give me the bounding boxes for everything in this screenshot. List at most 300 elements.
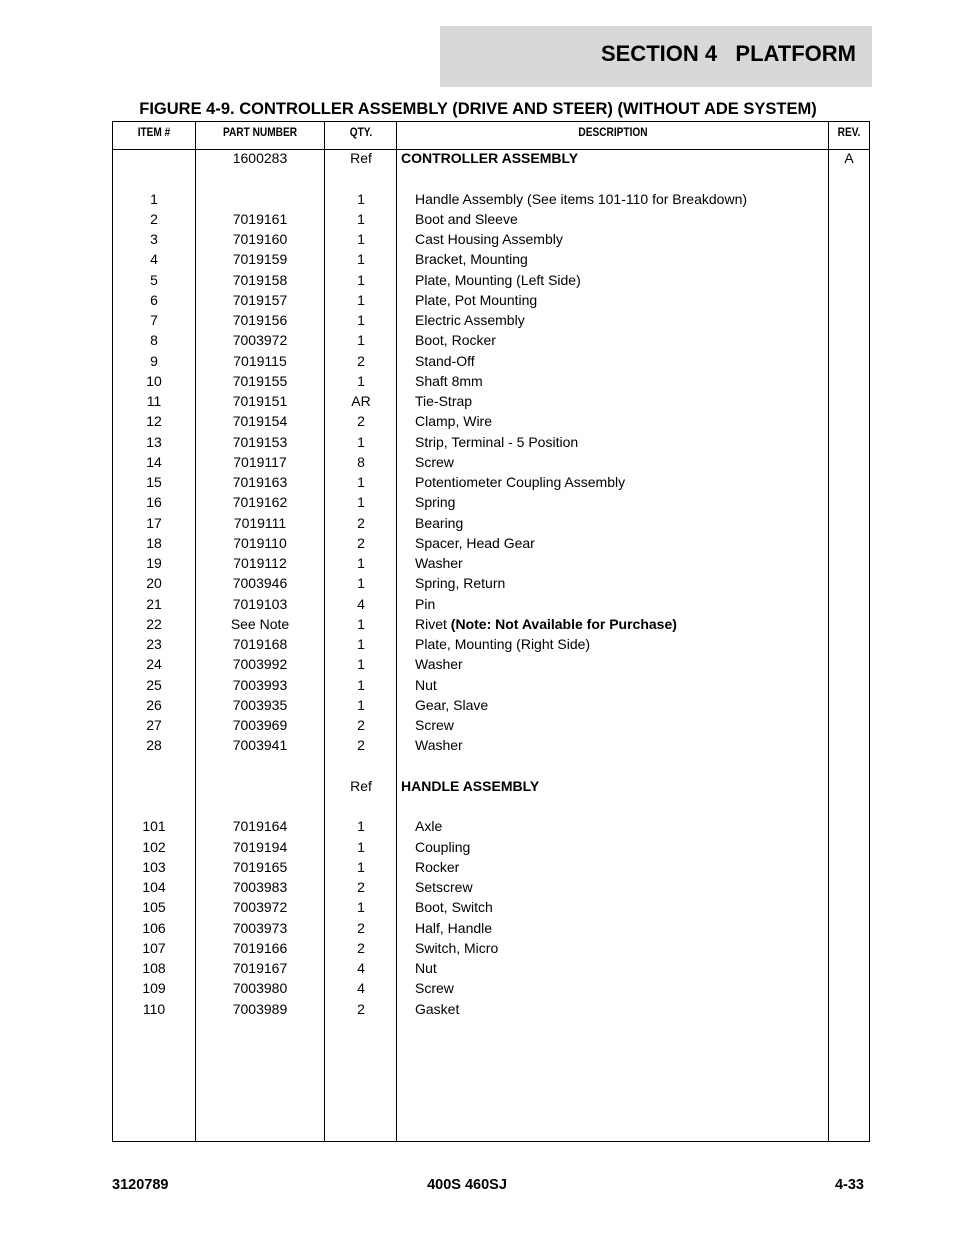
description: [415, 432, 578, 452]
table-row: [113, 573, 869, 593]
quantity-text: 4: [357, 595, 365, 612]
table-row: [113, 229, 869, 249]
table-row: [113, 209, 869, 229]
item-number-text: 8: [150, 332, 158, 349]
table-row: [113, 857, 869, 877]
item-number: [113, 877, 195, 897]
item-number-text: 16: [146, 494, 162, 511]
item-number-text: 5: [150, 271, 158, 288]
footer-doc-number: 3120789: [112, 1177, 169, 1193]
item-number-text: 11: [146, 393, 162, 409]
part-number-text: 7019112: [233, 555, 287, 571]
part-number: [195, 614, 325, 634]
description-text: Spacer, Head Gear: [415, 534, 535, 551]
part-number: [195, 594, 325, 614]
description-text: Boot and Sleeve: [415, 210, 518, 227]
description-text: Washer: [415, 656, 463, 673]
description-text: Handle Assembly (See items 101-110 for Breakdown): [415, 190, 748, 207]
item-number-text: 25: [146, 676, 162, 693]
quantity-text: 1: [357, 656, 365, 673]
quantity: [325, 594, 397, 614]
item-number: [113, 472, 195, 492]
item-number-text: 110: [142, 1000, 166, 1017]
description-text: Nut: [415, 676, 437, 693]
item-number: [113, 209, 195, 229]
item-number-text: 9: [150, 352, 158, 369]
description: [415, 513, 463, 533]
description: [415, 371, 483, 391]
table-section-heading-row: [113, 148, 869, 168]
item-number: [113, 533, 195, 553]
table-row: [113, 675, 869, 695]
description: [415, 654, 463, 674]
description-text: Plate, Mounting (Right Side): [415, 636, 591, 652]
part-number: [195, 978, 325, 998]
description: [415, 614, 677, 634]
quantity: [325, 695, 397, 715]
column-header-part-number: PART NUMBER: [222, 127, 298, 139]
revision: [829, 148, 869, 168]
table-row: [113, 553, 869, 573]
quantity: [325, 452, 397, 472]
item-number: [113, 189, 195, 209]
part-number: [195, 897, 325, 917]
quantity-text: 1: [357, 271, 365, 288]
table-row: [113, 877, 869, 897]
table-row: [113, 432, 869, 452]
description: [415, 918, 492, 938]
quantity: [325, 614, 397, 634]
description-text: Rivet: [415, 615, 447, 632]
part-number-text: 7019162: [232, 494, 288, 511]
part-number: [195, 735, 325, 755]
description-text: Axle: [415, 818, 443, 835]
table-row: [113, 634, 869, 654]
part-number-text: 7003973: [232, 919, 288, 936]
item-number-text: 109: [142, 980, 166, 997]
quantity-text: 1: [357, 696, 365, 713]
description-text: Bearing: [415, 514, 464, 531]
quantity-text: 1: [357, 291, 365, 308]
description-text: Stand-Off: [415, 352, 475, 369]
part-number-text: 7019155: [232, 372, 288, 389]
description: [415, 310, 525, 330]
quantity-text: 1: [357, 251, 365, 268]
part-number-text: 7003972: [232, 332, 288, 349]
item-number: [113, 492, 195, 512]
part-number: [195, 391, 325, 411]
quantity-text: Ref: [350, 150, 372, 166]
item-number-text: 21: [146, 595, 162, 612]
quantity: [325, 330, 397, 350]
description-text: Bracket, Mounting: [415, 251, 528, 268]
part-number: [195, 675, 325, 695]
part-number: [195, 654, 325, 674]
item-number: [113, 330, 195, 350]
quantity: [325, 533, 397, 553]
item-number-text: 106: [142, 919, 166, 936]
table-row: [113, 452, 869, 472]
description: [415, 877, 473, 897]
quantity: [325, 411, 397, 431]
description-text: Potentiometer Coupling Assembly: [415, 474, 626, 490]
part-number-text: 7003993: [232, 676, 288, 693]
description-text: Setscrew: [415, 879, 473, 895]
item-number: [113, 553, 195, 573]
item-number: [113, 816, 195, 836]
table-row: [113, 735, 869, 755]
part-number: [195, 492, 325, 512]
quantity-text: 8: [357, 453, 365, 470]
part-number: [195, 958, 325, 978]
table-row: [113, 513, 869, 533]
item-number: [113, 695, 195, 715]
description-text: Gasket: [415, 1000, 460, 1017]
item-number: [113, 897, 195, 917]
quantity: [325, 148, 397, 168]
table-row: [113, 999, 869, 1019]
quantity: [325, 513, 397, 533]
table-row: [113, 918, 869, 938]
quantity: [325, 209, 397, 229]
table-row: [113, 816, 869, 836]
quantity: [325, 310, 397, 330]
table-row: [113, 189, 869, 209]
description-text: Screw: [415, 453, 454, 470]
item-number: [113, 715, 195, 735]
quantity: [325, 634, 397, 654]
part-number-text: 7003935: [232, 696, 288, 713]
quantity: [325, 877, 397, 897]
quantity-text: 1: [357, 899, 365, 916]
column-header-rev: REV.: [837, 127, 861, 139]
part-number-text: 7003980: [232, 980, 288, 997]
item-number: [113, 654, 195, 674]
item-number-text: 27: [146, 717, 162, 733]
item-number: [113, 938, 195, 958]
quantity: [325, 675, 397, 695]
item-number: [113, 432, 195, 452]
description: [415, 270, 581, 290]
quantity: [325, 776, 397, 796]
quantity: [325, 229, 397, 249]
quantity: [325, 958, 397, 978]
part-number: [195, 513, 325, 533]
table-row: [113, 330, 869, 350]
quantity-text: 2: [357, 879, 365, 895]
item-number-text: 20: [146, 575, 162, 592]
item-number: [113, 452, 195, 472]
item-number: [113, 918, 195, 938]
quantity: [325, 816, 397, 836]
description-text: Nut: [415, 960, 437, 976]
description: [415, 634, 590, 654]
description-text: Plate, Mounting (Left Side): [415, 271, 581, 288]
quantity-text: 2: [357, 717, 365, 733]
quantity-text: 1: [357, 636, 365, 652]
quantity-text: 1: [357, 190, 365, 207]
quantity-text: 2: [357, 737, 365, 754]
quantity: [325, 189, 397, 209]
quantity-text: 2: [357, 1000, 365, 1017]
description: [415, 391, 472, 411]
description: [415, 573, 505, 593]
table-row: [113, 310, 869, 330]
part-number: [195, 249, 325, 269]
item-number-text: 3: [150, 231, 158, 247]
item-number: [113, 837, 195, 857]
description-note: (Note: Not Available for Purchase): [450, 615, 677, 632]
part-number-text: 7019158: [232, 271, 288, 288]
section-header-box: [440, 26, 872, 87]
quantity-text: 4: [357, 960, 365, 976]
table-row: [113, 938, 869, 958]
table-row: [113, 391, 869, 411]
description-text: Clamp, Wire: [415, 413, 493, 430]
part-number: [195, 695, 325, 715]
description: [415, 715, 454, 735]
part-number: [195, 472, 325, 492]
item-number-text: 23: [146, 636, 162, 652]
quantity-text: 2: [357, 514, 365, 531]
part-number: [195, 209, 325, 229]
part-number-text: 7019166: [232, 939, 288, 956]
table-row: [113, 472, 869, 492]
section-title: SECTION 4 PLATFORM: [600, 41, 856, 66]
quantity-text: 1: [357, 210, 365, 227]
item-number-text: 17: [146, 514, 162, 531]
part-number: [195, 371, 325, 391]
description-text: Washer: [415, 555, 463, 571]
description-text: Screw: [415, 980, 454, 997]
quantity: [325, 837, 397, 857]
item-number-text: 103: [142, 858, 166, 875]
description: [415, 553, 463, 573]
item-number-text: 22: [146, 615, 162, 632]
part-number: [195, 290, 325, 310]
part-number-text: 7003972: [232, 899, 288, 916]
item-number-text: 26: [146, 696, 162, 713]
quantity-text: 1: [357, 555, 365, 571]
description: [415, 695, 488, 715]
part-number: [195, 837, 325, 857]
description: [415, 229, 563, 249]
description: [415, 330, 496, 350]
quantity-text: 2: [357, 352, 365, 369]
item-number-text: 19: [146, 555, 162, 571]
table-section-heading-row: [113, 776, 869, 796]
quantity-text: 1: [357, 575, 365, 592]
part-number-text: See Note: [230, 615, 290, 632]
description: [415, 189, 747, 209]
item-number-text: 14: [146, 453, 162, 470]
description: [415, 209, 518, 229]
description-text: HANDLE ASSEMBLY: [401, 777, 540, 794]
part-number: [195, 715, 325, 735]
part-number-text: 7003992: [232, 656, 288, 673]
description-text: Tie-Strap: [415, 393, 473, 409]
description-text: Half, Handle: [415, 919, 493, 936]
description-text: Switch, Micro: [415, 939, 499, 956]
item-number: [113, 999, 195, 1019]
part-number-text: 7019159: [232, 251, 288, 268]
item-number: [113, 310, 195, 330]
item-number-text: 7: [150, 312, 158, 328]
part-number-text: 7003969: [232, 717, 288, 733]
item-number-text: 101: [142, 818, 166, 835]
item-number: [113, 958, 195, 978]
part-number-text: 7019117: [233, 453, 287, 470]
part-number-text: 7019151: [232, 393, 288, 409]
quantity: [325, 553, 397, 573]
description: [415, 938, 498, 958]
table-row: [113, 614, 869, 634]
description: [415, 472, 625, 492]
part-number: [195, 573, 325, 593]
quantity: [325, 999, 397, 1019]
table-row: [113, 654, 869, 674]
column-header-qty: QTY.: [349, 127, 373, 139]
table-row: [113, 351, 869, 371]
part-number: [195, 553, 325, 573]
part-number-text: 7003989: [232, 1000, 288, 1017]
description: [415, 816, 442, 836]
item-number: [113, 634, 195, 654]
quantity: [325, 270, 397, 290]
quantity: [325, 573, 397, 593]
item-number-text: 2: [150, 210, 158, 227]
quantity: [325, 978, 397, 998]
quantity-text: 1: [357, 312, 365, 328]
part-number-text: 7019161: [232, 210, 288, 227]
item-number: [113, 573, 195, 593]
quantity-text: 2: [357, 919, 365, 936]
quantity-text: 1: [357, 615, 365, 632]
description-text: Cast Housing Assembly: [415, 231, 563, 247]
part-number: [195, 432, 325, 452]
item-number-text: 4: [150, 251, 158, 268]
quantity-text: 1: [357, 332, 365, 349]
item-number-text: 107: [142, 939, 166, 956]
description: [401, 776, 539, 796]
quantity: [325, 249, 397, 269]
description-text: Plate, Pot Mounting: [415, 291, 538, 308]
description-text: Strip, Terminal - 5 Position: [415, 433, 579, 450]
part-number-text: 7019163: [232, 474, 288, 490]
item-number: [113, 675, 195, 695]
description: [415, 290, 537, 310]
quantity-text: AR: [351, 393, 371, 409]
table-row: [113, 249, 869, 269]
item-number-text: 108: [142, 960, 166, 976]
figure-title: FIGURE 4-9. CONTROLLER ASSEMBLY (DRIVE AND STEER) (WITHOUT ADE SYSTEM): [139, 100, 817, 118]
item-number: [113, 351, 195, 371]
description: [415, 978, 454, 998]
item-number-text: 12: [146, 413, 162, 430]
part-number: [195, 877, 325, 897]
part-number-text: 7019165: [232, 858, 288, 875]
table-row: [113, 492, 869, 512]
parts-table: [112, 121, 870, 1142]
description: [415, 897, 493, 917]
quantity: [325, 472, 397, 492]
description: [415, 351, 475, 371]
description: [415, 999, 459, 1019]
item-number: [113, 290, 195, 310]
column-header-description: DESCRIPTION: [578, 127, 648, 139]
part-number-text: 7003983: [232, 879, 288, 895]
table-row: [113, 837, 869, 857]
quantity: [325, 391, 397, 411]
part-number: [195, 229, 325, 249]
quantity-text: 1: [357, 838, 365, 855]
part-number-text: 7019156: [232, 312, 288, 328]
part-number: [195, 857, 325, 877]
item-number-text: 15: [146, 474, 162, 490]
description: [415, 837, 470, 857]
description-text: Electric Assembly: [415, 312, 525, 328]
item-number-text: 105: [142, 899, 166, 916]
item-number-text: 102: [142, 838, 166, 855]
description: [415, 735, 463, 755]
item-number: [113, 857, 195, 877]
part-number-text: 7003946: [232, 575, 288, 592]
item-number-text: 24: [146, 656, 162, 673]
part-number: [195, 310, 325, 330]
quantity-text: 1: [357, 676, 365, 693]
description: [401, 148, 578, 168]
quantity-text: 2: [357, 939, 365, 956]
description-text: Screw: [415, 717, 454, 733]
description-text: CONTROLLER ASSEMBLY: [401, 150, 579, 166]
description: [415, 452, 454, 472]
quantity: [325, 290, 397, 310]
item-number-text: 13: [146, 433, 162, 450]
item-number: [113, 391, 195, 411]
description: [415, 533, 535, 553]
description: [415, 958, 437, 978]
quantity-text: 2: [357, 534, 365, 551]
description-text: Rocker: [415, 858, 460, 875]
part-number-text: 7019115: [233, 352, 287, 369]
quantity: [325, 735, 397, 755]
description: [415, 675, 437, 695]
item-number-text: 6: [150, 291, 158, 308]
item-number-text: 18: [146, 534, 162, 551]
table-row: [113, 533, 869, 553]
part-number-text: 7019153: [232, 433, 288, 450]
quantity-text: 1: [357, 231, 365, 247]
quantity-text: 1: [357, 372, 365, 389]
column-header-item: ITEM #: [137, 127, 171, 139]
quantity: [325, 371, 397, 391]
item-number: [113, 978, 195, 998]
quantity-text: 2: [357, 413, 365, 430]
item-number: [113, 411, 195, 431]
part-number-text: 7019157: [232, 291, 288, 308]
item-number-text: 28: [146, 737, 162, 754]
description-text: Gear, Slave: [415, 696, 489, 713]
description-text: Boot, Rocker: [415, 332, 496, 349]
description: [415, 492, 455, 512]
part-number-text: 7019164: [232, 818, 288, 835]
item-number-text: 1: [150, 190, 158, 207]
quantity: [325, 938, 397, 958]
part-number-text: 7019167: [232, 960, 288, 976]
description-text: Boot, Switch: [415, 899, 493, 916]
part-number: [195, 533, 325, 553]
description: [415, 411, 492, 431]
